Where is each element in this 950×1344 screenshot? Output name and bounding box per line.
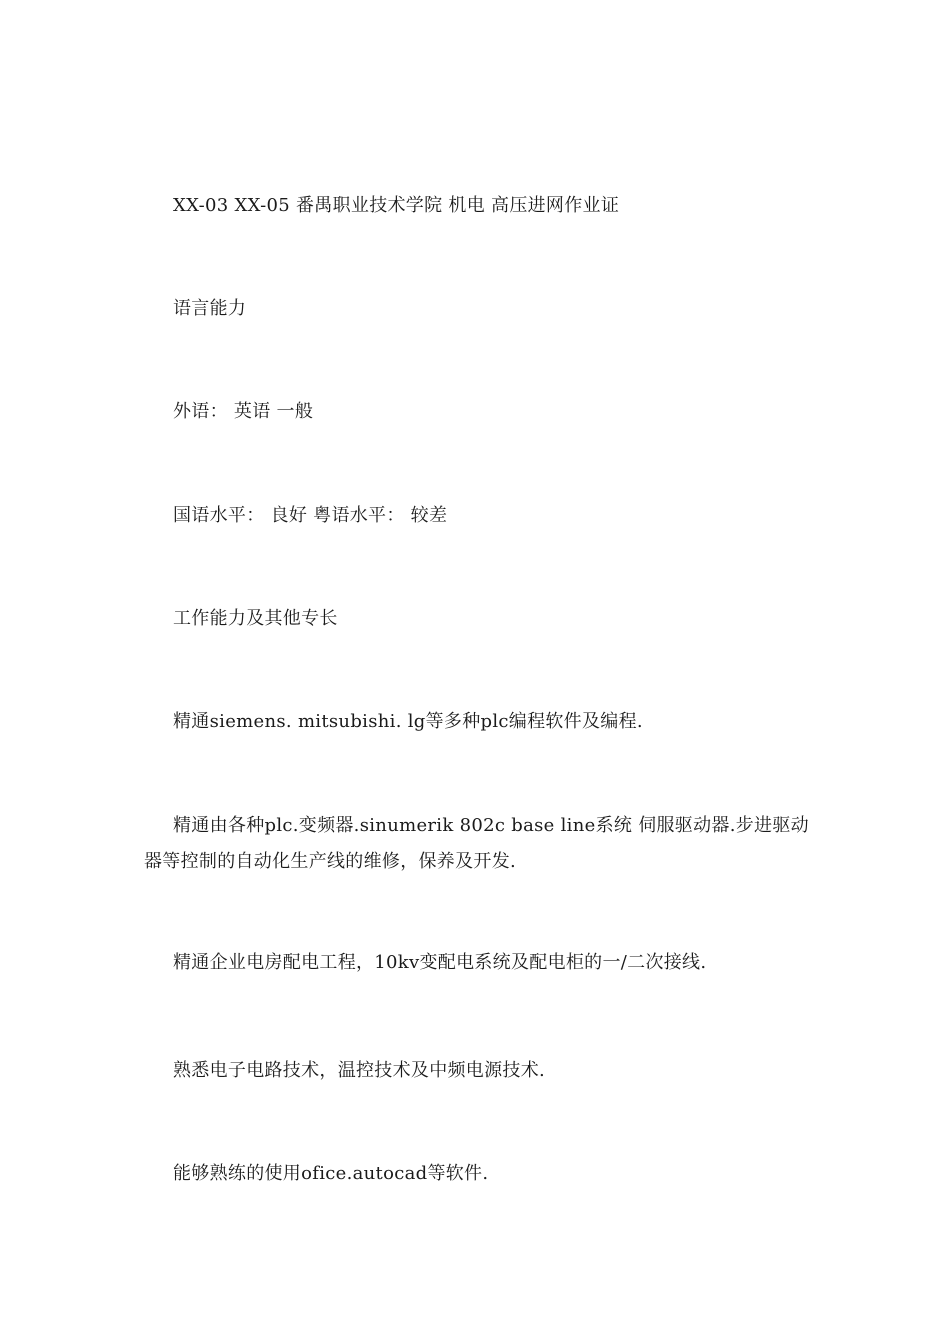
section-heading-language: 语言能力 <box>173 298 247 319</box>
mandarin-cantonese-line: 国语水平： 良好 粤语水平： 较差 <box>173 505 448 526</box>
skill-power-distribution: 精通企业电房配电工程，10kv变配电系统及配电柜的一/二次接线. <box>173 952 707 973</box>
section-heading-skills: 工作能力及其他专长 <box>173 608 338 629</box>
skill-electronics: 熟悉电子电路技术，温控技术及中频电源技术. <box>173 1060 546 1081</box>
skill-software: 能够熟练的使用ofice.autocad等软件. <box>173 1163 489 1184</box>
foreign-language-line: 外语： 英语 一般 <box>173 401 314 422</box>
skill-automation-maintenance: 精通由各种plc.变频器.sinumerik 802c base line系统 伺服驱动器.步进驱动器等控制的自动化生产线的维修，保养及开发. <box>144 815 809 872</box>
education-line: XX-03 XX-05 番禺职业技术学院 机电 高压进网作业证 <box>173 195 620 216</box>
skill-plc-programming: 精通siemens. mitsubishi. lg等多种plc编程软件及编程. <box>173 711 643 732</box>
